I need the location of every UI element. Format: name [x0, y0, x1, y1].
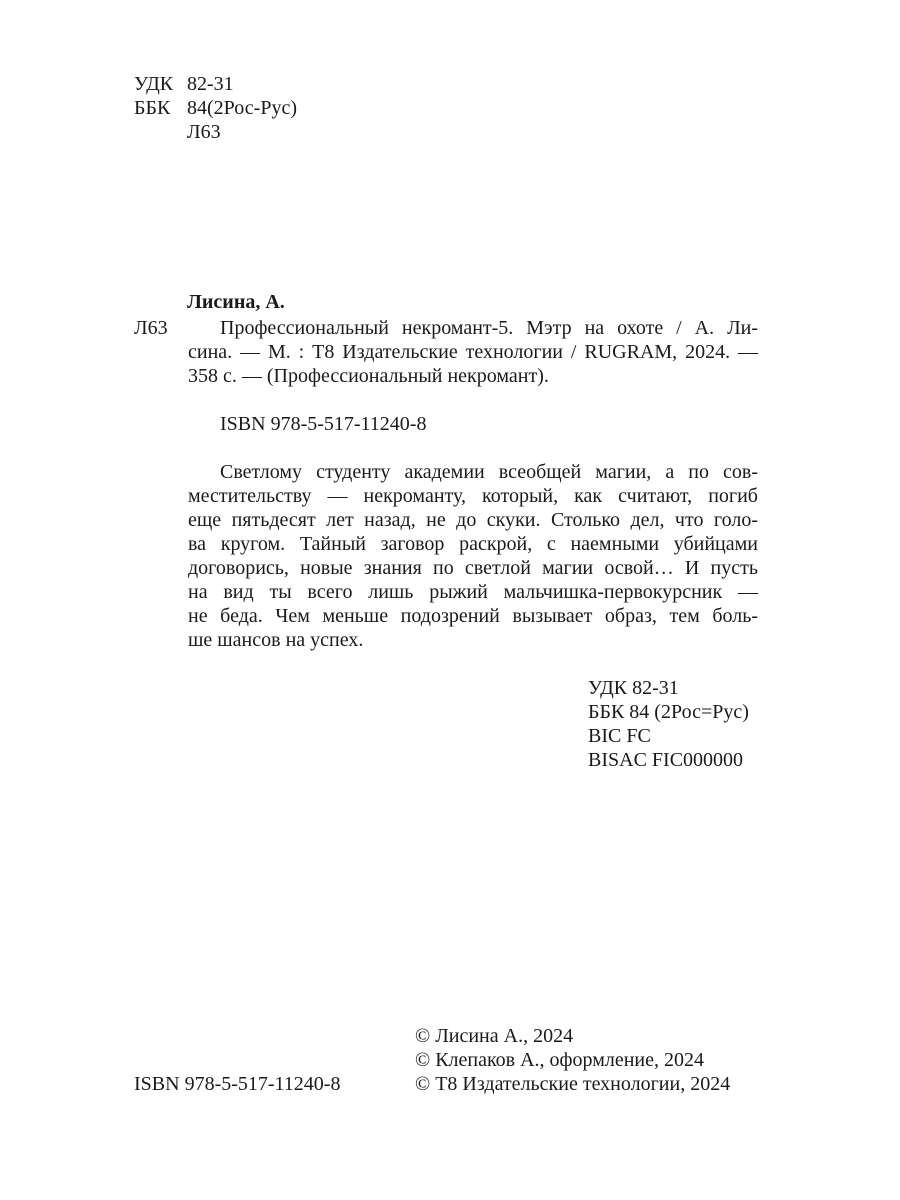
top-bbk-value: 84(2Рос-Рус)	[187, 97, 297, 119]
top-bbk-line	[134, 96, 297, 120]
record-isbn: ISBN 978-5-517-11240-8	[220, 413, 427, 435]
record-author-mark: Л63	[134, 317, 168, 339]
annotation-text-5: договорись, новые знания по светлой магии освой… И пусть	[188, 557, 758, 579]
author-heading: Лисина, А.	[187, 291, 285, 313]
annotation-text-3: еще пятьдесят лет назад, не до скуки. Столько дел, что голо-	[188, 509, 758, 531]
record-line-3	[188, 364, 758, 388]
annotation-line-7	[188, 604, 758, 628]
top-udk-label: УДК	[134, 73, 174, 95]
record-line-2-text: сина. — М. : Т8 Издательские технологии / RUGRAM, 2024. —	[188, 341, 758, 363]
annotation-text-1: Светлому студенту академии всеобщей магии, а по сов-	[220, 461, 758, 483]
annotation-line-6	[188, 580, 758, 604]
top-udk-line	[134, 72, 234, 96]
record-line-3-text: 358 с. — (Профессиональный некромант).	[188, 365, 549, 387]
annotation-line-1	[220, 460, 758, 484]
annotation-text-4: ва кругом. Тайный заговор раскрой, с наемными убийцами	[188, 533, 758, 555]
class-udk: УДК 82-31	[588, 677, 679, 699]
top-bbk-label: ББК	[134, 97, 171, 119]
top-author-mark: Л63	[187, 121, 221, 143]
annotation-text-8: ше шансов на успех.	[188, 629, 364, 651]
top-udk-value: 82-31	[187, 73, 234, 95]
annotation-line-2	[188, 484, 758, 508]
annotation-line-3	[188, 508, 758, 532]
annotation-line-8	[188, 628, 758, 652]
annotation-line-4	[188, 532, 758, 556]
class-bisac: BISAC FIC000000	[588, 749, 744, 771]
annotation-text-2: местительству — некроманту, который, как считают, погиб	[188, 485, 758, 507]
annotation-line-5	[188, 556, 758, 580]
class-bic: BIC FC	[588, 725, 651, 747]
footer-isbn: ISBN 978-5-517-11240-8	[134, 1073, 341, 1095]
annotation-text-6: на вид ты всего лишь рыжий мальчишка-первокурсник —	[188, 581, 758, 603]
footer-copyright-publisher: © Т8 Издательские технологии, 2024	[415, 1073, 731, 1095]
record-line-1	[220, 316, 758, 340]
annotation-text-7: не беда. Чем меньше подозрений вызывает образ, тем боль-	[188, 605, 758, 627]
footer-copyright-author: © Лисина А., 2024	[415, 1025, 574, 1047]
footer-copyright-design: © Клепаков А., оформление, 2024	[415, 1049, 705, 1071]
class-bbk: ББК 84 (2Рос=Рус)	[588, 701, 749, 723]
record-line-2	[188, 340, 758, 364]
record-line-1-text: Профессиональный некромант-5. Мэтр на охоте / А. Ли-	[220, 317, 758, 339]
